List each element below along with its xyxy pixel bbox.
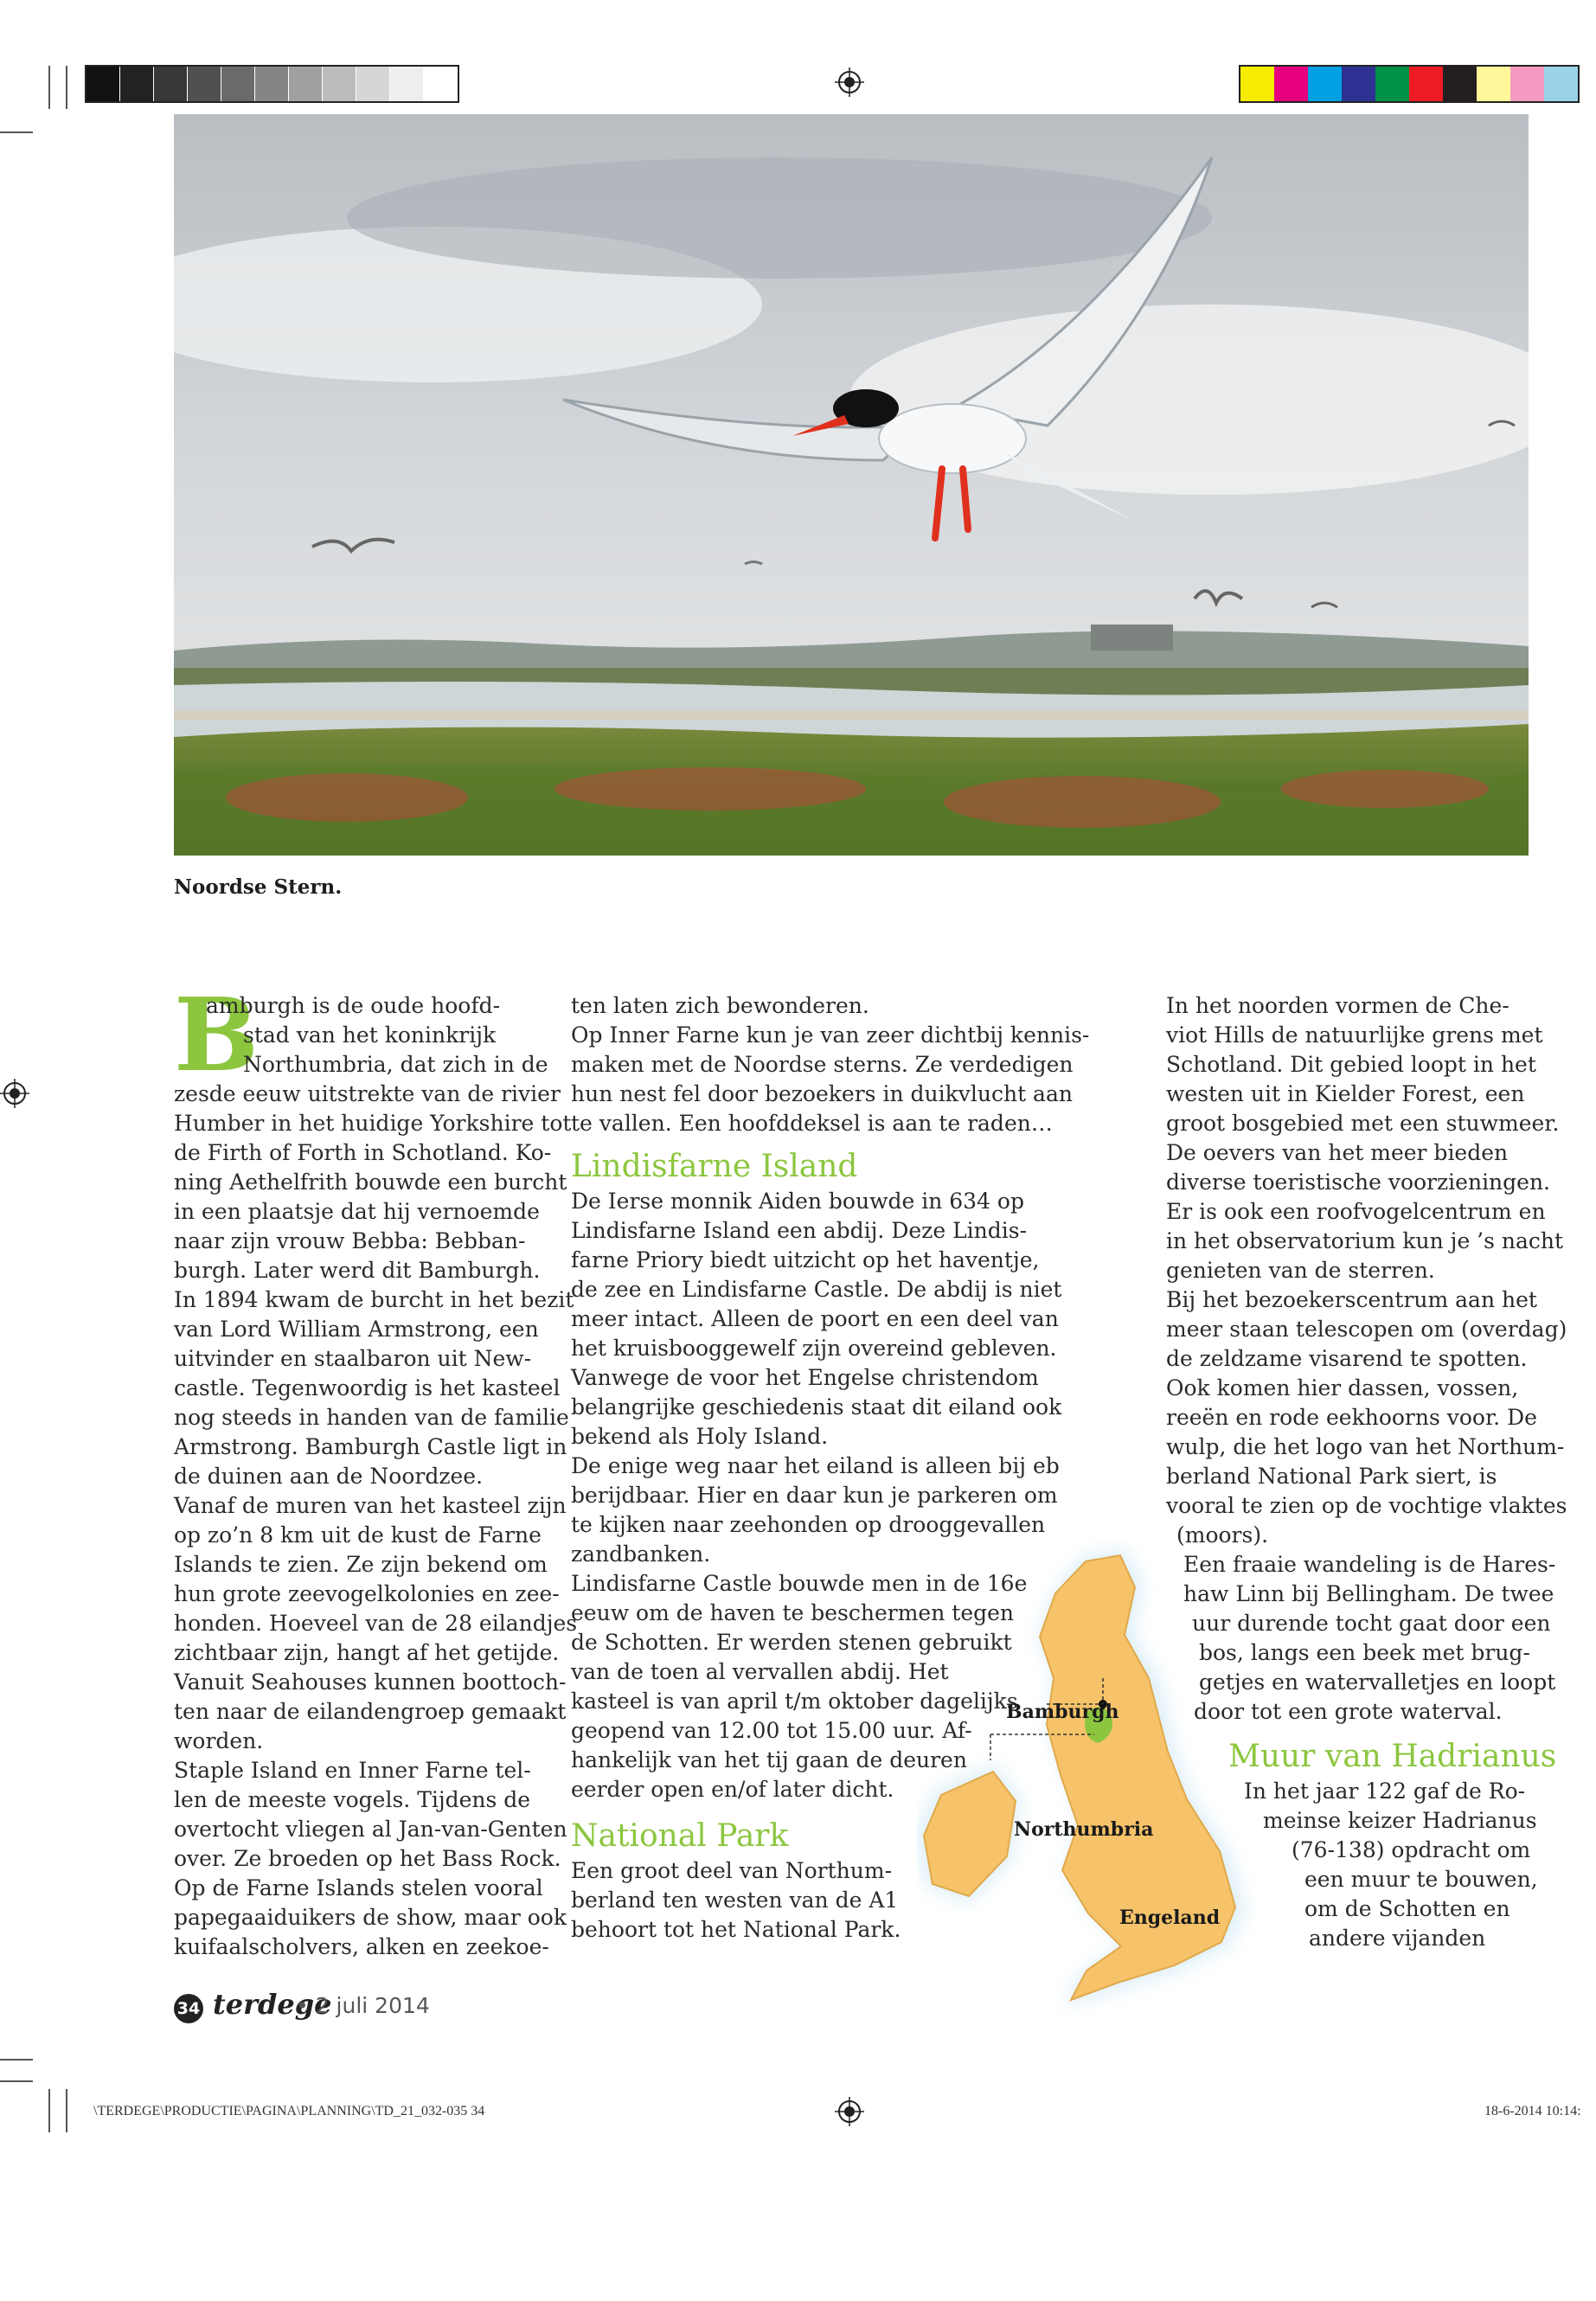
text-line: de duinen aan de Noordzee. — [174, 1464, 484, 1489]
section-heading-lindisfarne: Lindisfarne Island — [571, 1149, 858, 1184]
map-label-northumbria: Northumbria — [1014, 1818, 1154, 1841]
text-line: op zo’n 8 km uit de kust de Farne — [174, 1522, 542, 1548]
text-line: meinse keizer Hadrianus — [1263, 1808, 1537, 1833]
text-line: bekend als Holy Island. — [571, 1424, 829, 1449]
photo-caption: Noordse Stern. — [174, 875, 343, 899]
text-line: de zee en Lindisfarne Castle. De abdij is niet — [571, 1277, 1062, 1302]
text-line: westen uit in Kielder Forest, een — [1166, 1081, 1525, 1106]
text-line: te kijken naar zeehonden op drooggevallen — [571, 1512, 1046, 1537]
text-line: Een fraaie wandeling is de Hares- — [1183, 1552, 1556, 1577]
text-line: De Ierse monnik Aiden bouwde in 634 op — [571, 1189, 1024, 1214]
text-line: In het noorden vormen de Che- — [1166, 993, 1509, 1018]
text-line: uitvinder en staalbaron uit New- — [174, 1346, 532, 1371]
text-line: Vanuit Seahouses kunnen boottoch- — [174, 1670, 567, 1695]
text-line: De enige weg naar het eiland is alleen bij eb — [571, 1453, 1060, 1478]
text-line: de Schotten. Er werden stenen gebruikt — [571, 1630, 1012, 1655]
text-line: De oevers van het meer bieden — [1166, 1140, 1509, 1165]
text-line: te vallen. Een hoofddeksel is aan te raden… — [571, 1111, 1053, 1136]
text-line: Ook komen hier dassen, vossen, — [1166, 1375, 1519, 1400]
text-line: diverse toeristische voorzieningen. — [1166, 1170, 1551, 1195]
text-line: het kruisbooggewelf zijn overeind gebleven. — [571, 1336, 1057, 1361]
crop-mark — [0, 2059, 33, 2061]
text-line: Schotland. Dit gebied loopt in het — [1166, 1052, 1536, 1077]
text-line: geopend van 12.00 tot 15.00 uur. Af- — [571, 1718, 972, 1743]
text-line: genieten van de sterren. — [1166, 1258, 1435, 1283]
text-line: een muur te bouwen, — [1304, 1867, 1538, 1892]
text-line: berijdbaar. Hier en daar kun je parkeren om — [571, 1483, 1058, 1508]
text-line: de Firth of Forth in Schotland. Ko- — [174, 1140, 552, 1165]
text-line: honden. Hoeveel van de 28 eilandjes — [174, 1611, 578, 1636]
text-line: zichtbaar zijn, hangt af het getijde. — [174, 1640, 560, 1665]
text-line: hankelijk van het tij gaan de deuren — [571, 1747, 967, 1772]
text-line: Een groot deel van Northum- — [571, 1858, 893, 1883]
map-label-engeland: Engeland — [1119, 1907, 1221, 1929]
section-heading-national-park: National Park — [571, 1818, 789, 1854]
text-line: berland National Park siert, is — [1166, 1464, 1497, 1489]
text-line: kasteel is van april t/m oktober dagelijks — [571, 1689, 1018, 1714]
text-line: eeuw om de haven te beschermen tegen — [571, 1600, 1015, 1625]
text-line: bos, langs een beek met brug- — [1199, 1640, 1530, 1665]
text-line: Lindisfarne Island een abdij. Deze Lindis- — [571, 1218, 1028, 1243]
text-line: overtocht vliegen al Jan-van-Genten — [174, 1817, 567, 1842]
text-line: nog steeds in handen van de familie — [174, 1405, 569, 1430]
text-line: in het observatorium kun je ’s nacht — [1166, 1228, 1564, 1253]
crop-mark — [48, 66, 50, 109]
column-1-text — [174, 977, 578, 1962]
crop-mark — [0, 2080, 33, 2082]
slug-path: \TERDEGE\PRODUCTIE\PAGINA\PLANNING\TD_21_032-035 34 — [93, 2104, 485, 2118]
crop-mark — [48, 2089, 50, 2132]
dropcap: B — [174, 977, 260, 1094]
text-line: viot Hills de natuurlijke grens met — [1166, 1022, 1543, 1048]
text-line: papegaaiduikers de show, maar ook — [174, 1905, 567, 1930]
issue-date: • 2 juli 2014 — [296, 1993, 430, 2018]
text-line: behoort tot het National Park. — [571, 1917, 901, 1942]
text-line: Op de Farne Islands stelen vooral — [174, 1875, 543, 1900]
text-line: meer intact. Alleen de poort en een deel van — [571, 1306, 1059, 1331]
text-line: hun grote zeevogelkolonies en zee- — [174, 1581, 560, 1606]
text-line: meer staan telescopen om (overdag) — [1166, 1317, 1567, 1342]
text-line: getjes en watervalletjes en loopt — [1199, 1670, 1556, 1695]
registration-mark-icon — [835, 2097, 864, 2126]
text-line: In 1894 kwam de burcht in het bezit — [174, 1287, 574, 1312]
text-line: van de toen al vervallen abdij. Het — [571, 1659, 949, 1684]
text-line: ning Aethelfrith bouwde een burcht — [174, 1170, 567, 1195]
text-line: Bij het bezoekerscentrum aan het — [1166, 1287, 1537, 1312]
text-line: vooral te zien op de vochtige vlaktes — [1166, 1493, 1567, 1518]
text-line: de zeldzame visarend te spotten. — [1166, 1346, 1528, 1371]
text-line: belangrijke geschiedenis staat dit eiland ook — [571, 1394, 1062, 1420]
page-number-badge: 34 — [174, 1994, 203, 2023]
text-line: in een plaatsje dat hij vernoemde — [174, 1199, 540, 1224]
text-line: om de Schotten en — [1304, 1896, 1510, 1921]
text-line: In het jaar 122 gaf de Ro- — [1244, 1779, 1526, 1804]
text-line: (moors). — [1176, 1522, 1269, 1548]
text-line: naar zijn vrouw Bebba: Bebban- — [174, 1228, 526, 1253]
text-line: Vanaf de muren van het kasteel zijn — [174, 1493, 567, 1518]
map-label-bamburgh: Bamburgh — [1006, 1701, 1119, 1723]
magazine-logo: terdege — [213, 1988, 332, 2021]
text-line: maken met de Noordse sterns. Ze verdedigen — [571, 1052, 1074, 1077]
text-line: zesde eeuw uitstrekte van de rivier — [174, 1081, 561, 1106]
registration-mark-icon — [0, 1079, 29, 1108]
text-line: eerder open en/of later dicht. — [571, 1777, 894, 1802]
text-line: amburgh is de oude hoofd- — [206, 993, 501, 1018]
text-line: Northumbria, dat zich in de — [243, 1052, 548, 1077]
text-line: berland ten westen van de A1 — [571, 1888, 899, 1913]
text-line: burgh. Later werd dit Bamburgh. — [174, 1258, 541, 1283]
text-line: door tot een grote waterval. — [1194, 1699, 1503, 1724]
text-line: Armstrong. Bamburgh Castle ligt in — [174, 1434, 567, 1459]
text-line: andere vijanden — [1309, 1926, 1486, 1951]
section-heading-hadrianus: Muur van Hadrianus — [1228, 1739, 1557, 1774]
text-line: farne Priory biedt uitzicht op het haventje, — [571, 1247, 1040, 1272]
text-line: Staple Island en Inner Farne tel- — [174, 1758, 531, 1783]
text-line: stad van het koninkrijk — [243, 1022, 497, 1048]
text-line: kuifaalscholvers, alken en zeekoe- — [174, 1934, 549, 1959]
text-line: reeën en rode eekhoorns voor. De — [1166, 1405, 1537, 1430]
text-line: haw Linn bij Bellingham. De twee — [1183, 1581, 1554, 1606]
text-line: hun nest fel door bezoekers in duikvlucht aan — [571, 1081, 1073, 1106]
crop-mark — [0, 131, 33, 133]
text-line: over. Ze broeden op het Bass Rock. — [174, 1846, 561, 1871]
text-line: Lindisfarne Castle bouwde men in de 16e — [571, 1571, 1028, 1596]
text-line: castle. Tegenwoordig is het kasteel — [174, 1375, 561, 1400]
gray-calibration-strip — [85, 65, 459, 103]
text-line: zandbanken. — [571, 1541, 711, 1567]
arctic-tern-photo — [174, 114, 1529, 856]
text-line: Er is ook een roofvogelcentrum en — [1166, 1199, 1546, 1224]
text-line: Humber in het huidige Yorkshire tot — [174, 1111, 572, 1136]
slug-timestamp: 18-6-2014 10:14: — [1484, 2104, 1581, 2118]
text-line: groot bosgebied met een stuwmeer. — [1166, 1111, 1560, 1136]
text-line: len de meeste vogels. Tijdens de — [174, 1787, 531, 1812]
text-line: uur durende tocht gaat door een — [1192, 1611, 1551, 1636]
color-calibration-strip — [1239, 65, 1580, 103]
text-line: ten laten zich bewonderen. — [571, 993, 869, 1018]
text-line: Vanwege de voor het Engelse christendom — [571, 1365, 1039, 1390]
registration-mark-icon — [835, 67, 864, 97]
uk-map — [917, 1540, 1280, 2041]
crop-mark — [66, 66, 67, 109]
text-line: worden. — [174, 1728, 264, 1753]
crop-mark — [66, 2089, 67, 2132]
text-line: Op Inner Farne kun je van zeer dichtbij kennis- — [571, 1022, 1090, 1048]
text-line: (76-138) opdracht om — [1292, 1837, 1531, 1862]
text-line: van Lord William Armstrong, een — [174, 1317, 539, 1342]
text-line: ten naar de eilandengroep gemaakt — [174, 1699, 567, 1724]
text-line: Islands te zien. Ze zijn bekend om — [174, 1552, 548, 1577]
text-line: wulp, die het logo van het Northum- — [1166, 1434, 1565, 1459]
